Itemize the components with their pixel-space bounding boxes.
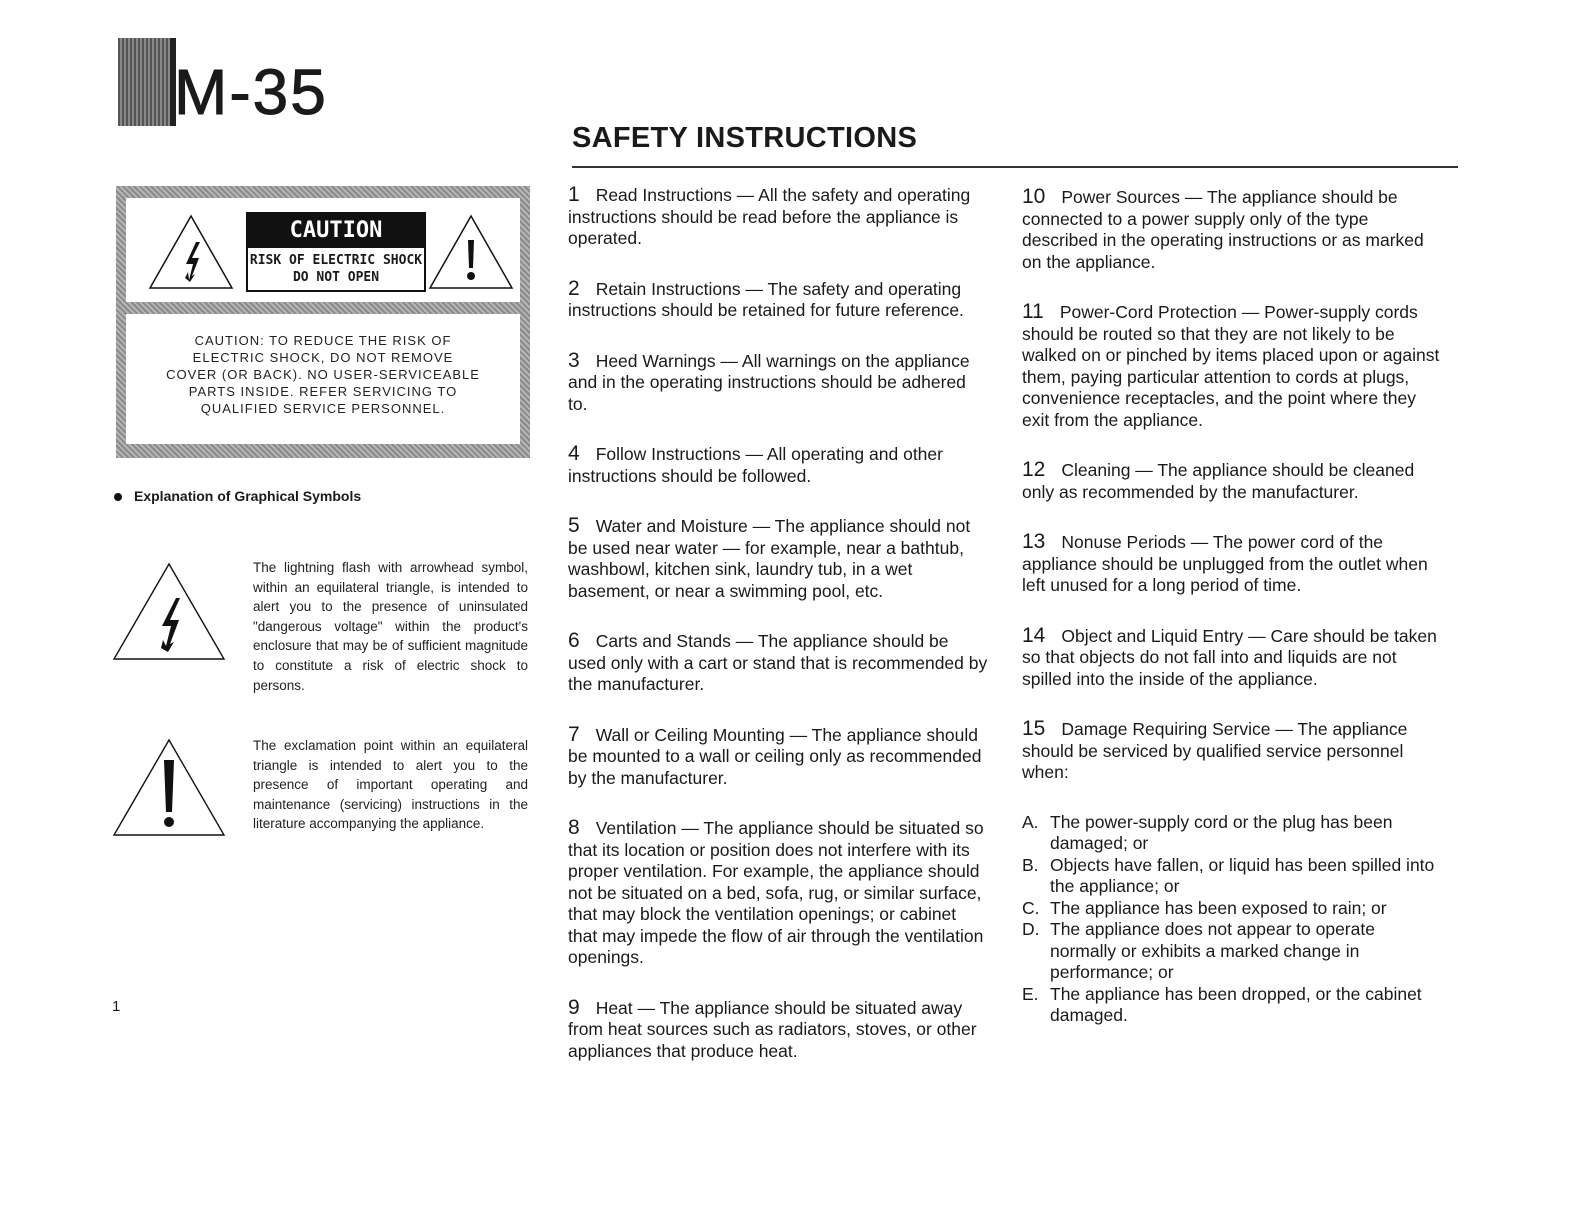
instruction-item: 5 Water and Moisture — The appliance should not be used near water — for example, near a bathtub, washbowl, kitchen sink, laundry tub, in a wet basement, or near a swimming pool, etc. bbox=[568, 514, 971, 601]
instruction-item: 2 Retain Instructions — The safety and operating instructions should be retained for future reference. bbox=[568, 276, 964, 320]
instruction-number: 13 bbox=[1022, 530, 1046, 553]
instruction-title: Nonuse Periods bbox=[1061, 532, 1186, 552]
instruction-title: Power Sources bbox=[1061, 187, 1181, 207]
caution-label bbox=[246, 212, 426, 292]
symbols-heading bbox=[114, 488, 361, 504]
instruction-item: 14 Object and Liquid Entry — Care should be taken so that objects do not fall into and liquids are not spilled into the inside of the appliance. bbox=[1022, 623, 1437, 689]
caution-label-line2: DO NOT OPEN bbox=[292, 270, 380, 285]
exclamation-symbol-description: The exclamation point within an equilateral triangle is intended to alert you to the presence of important operating and maintenance (servicing) instructions in the literature accompanying the appliance. bbox=[253, 738, 528, 832]
instruction-item: 7 Wall or Ceiling Mounting — The appliance should be mounted to a wall or ceiling only as recommended by the manufacturer. bbox=[568, 722, 982, 788]
instruction-text: The power cord of the appliance should be unplugged from the outlet when left unused for a long period of time. bbox=[1022, 532, 1428, 595]
instruction-number: 7 bbox=[568, 722, 580, 746]
caution-label-heading: CAUTION bbox=[248, 214, 424, 248]
logo-bar bbox=[118, 38, 176, 126]
lightning-symbol-description: The lightning flash with arrowhead symbol, within an equilateral triangle, is intended to alert you to the presence of uninsulated "dangerous voltage" within the product's enclosure that may be of sufficient magnitude to constitute a risk of electric shock to persons. bbox=[253, 560, 528, 693]
list-item-text: The appliance has been exposed to rain; or bbox=[1050, 897, 1387, 918]
instruction-number: 11 bbox=[1022, 300, 1044, 323]
list-item-letter: A. bbox=[1022, 811, 1039, 832]
instruction-number: 6 bbox=[568, 629, 580, 652]
instruction-title: Water and Moisture bbox=[595, 516, 748, 536]
list-item bbox=[1022, 898, 1442, 920]
list-item-text: The appliance has been dropped, or the cabinet damaged. bbox=[1050, 983, 1422, 1025]
instruction-item: 3 Heed Warnings — All warnings on the appliance and in the operating instructions should be adhered to. bbox=[568, 348, 970, 414]
instruction-title: Heed Warnings bbox=[595, 350, 716, 371]
caution-text-line: PARTS INSIDE. REFER SERVICING TO bbox=[188, 384, 458, 399]
instruction-text: All operating and other instructions should be followed. bbox=[568, 444, 943, 486]
instruction-number: 15 bbox=[1022, 717, 1046, 740]
symbols-heading-text: Explanation of Graphical Symbols bbox=[134, 488, 362, 504]
instruction-number: 5 bbox=[568, 514, 580, 537]
page-number: 1 bbox=[112, 998, 121, 1015]
caution-label-line1: RISK OF ELECTRIC SHOCK bbox=[249, 253, 423, 268]
instruction-text: The appliance should not be used near water — for example, near a bathtub, washbowl, kitchen sink, laundry tub, in a wet basement, or near a swimming pool, etc. bbox=[568, 516, 971, 601]
lightning-triangle-icon bbox=[146, 212, 236, 292]
instruction-text: The appliance should be mounted to a wall or ceiling only as recommended by the manufacturer. bbox=[568, 724, 982, 788]
instruction-title: Retain Instructions bbox=[595, 278, 741, 299]
instruction-number: 4 bbox=[568, 442, 580, 465]
list-item bbox=[1022, 855, 1442, 898]
instruction-item: 8 Ventilation — The appliance should be situated so that its location or position does not interfere with its proper ventilation. For example, the appliance should not be situated on a bed, sofa, rug, or similar surface, that may block the ventilation openings; or cabinet that may impede the flow of air through the ventilation openings. bbox=[568, 816, 984, 967]
instruction-text: The appliance should be used only with a cart or stand that is recommended by the manufacturer. bbox=[568, 631, 988, 694]
page-title: SAFETY INSTRUCTIONS bbox=[572, 122, 918, 154]
instruction-number: 10 bbox=[1022, 185, 1046, 208]
exclamation-triangle-icon bbox=[112, 738, 226, 843]
instruction-title: Power-Cord Protection bbox=[1059, 302, 1237, 322]
caution-text-line: COVER (OR BACK). NO USER-SERVICEABLE bbox=[166, 367, 480, 382]
model-name: M-35 bbox=[174, 56, 328, 128]
instruction-item: 6 Carts and Stands — The appliance should be used only with a cart or stand that is recommended by the manufacturer. bbox=[568, 629, 988, 694]
instruction-text: The appliance should be serviced by qualified service personnel when: bbox=[1022, 719, 1408, 782]
instruction-number: 2 bbox=[568, 276, 580, 300]
exclamation-triangle-icon bbox=[426, 212, 516, 292]
instruction-title: Object and Liquid Entry bbox=[1061, 625, 1244, 646]
caution-text-line: QUALIFIED SERVICE PERSONNEL. bbox=[200, 401, 446, 416]
instruction-text: The appliance should be cleaned only as recommended by the manufacturer. bbox=[1022, 460, 1415, 502]
instruction-item: 15 Damage Requiring Service — The appliance should be serviced by qualified service personnel when: bbox=[1022, 717, 1408, 782]
instruction-number: 3 bbox=[568, 348, 580, 372]
service-conditions-list bbox=[1022, 812, 1442, 1027]
instructions-column-right bbox=[1022, 184, 1442, 1027]
list-item-letter: D. bbox=[1022, 919, 1040, 939]
list-item-text: The power-supply cord or the plug has been damaged; or bbox=[1050, 811, 1393, 853]
instruction-number: 14 bbox=[1022, 623, 1046, 647]
instruction-text: All warnings on the appliance and in the operating instructions should be adhered to. bbox=[568, 350, 970, 414]
instruction-number: 12 bbox=[1022, 458, 1046, 481]
instruction-text: Power-supply cords should be routed so that they are not likely to be walked on or pinched by items placed upon or against them, paying particular attention to cords at plugs, convenience receptacles, and the point where they exit from the appliance. bbox=[1022, 302, 1440, 430]
instruction-title: Read Instructions bbox=[595, 185, 732, 205]
list-item bbox=[1022, 812, 1442, 855]
instruction-title: Damage Requiring Service bbox=[1061, 719, 1271, 739]
list-item-letter: E. bbox=[1022, 983, 1039, 1004]
instruction-item: 13 Nonuse Periods — The power cord of the appliance should be unplugged from the outlet when left unused for a long period of time. bbox=[1022, 530, 1428, 595]
instruction-title: Wall or Ceiling Mounting bbox=[595, 724, 785, 745]
caution-text-panel bbox=[126, 314, 520, 444]
instruction-text: The appliance should be connected to a power supply only of the type described in the operating instructions or as marked on the appliance. bbox=[1022, 187, 1424, 272]
instruction-title: Carts and Stands bbox=[595, 631, 731, 651]
instruction-text: The appliance should be situated so that its location or position does not interfere with its proper ventilation. For example, the appliance should not be situated on a bed, sofa, rug, or similar surface, that may block the ventilation openings; or cabinet that may impede the flow of air through the ventilation openings. bbox=[568, 818, 984, 967]
list-item-letter: B. bbox=[1022, 854, 1039, 875]
list-item-text: Objects have fallen, or liquid has been spilled into the appliance; or bbox=[1050, 854, 1435, 896]
instructions-column-left bbox=[568, 184, 988, 1083]
instruction-number: 8 bbox=[568, 816, 580, 839]
instruction-title: Ventilation bbox=[595, 818, 677, 838]
instruction-text: Care should be taken so that objects do not fall into and liquids are not spilled into the inside of the appliance. bbox=[1022, 625, 1437, 689]
instruction-number: 1 bbox=[568, 183, 580, 206]
instruction-item: 11 Power-Cord Protection — Power-supply cords should be routed so that they are not likely to be walked on or pinched by items placed upon or against them, paying particular attention to cords at plugs, convenience receptacles, and the point where they exit from the appliance. bbox=[1022, 300, 1440, 430]
instruction-title: Heat bbox=[595, 997, 633, 1018]
caution-text bbox=[126, 332, 520, 417]
instruction-title: Follow Instructions bbox=[595, 444, 741, 464]
list-item bbox=[1022, 919, 1442, 984]
list-item-letter: C. bbox=[1022, 897, 1040, 918]
instruction-item: 12 Cleaning — The appliance should be cleaned only as recommended by the manufacturer. bbox=[1022, 458, 1415, 502]
instruction-item: 10 Power Sources — The appliance should be connected to a power supply only of the type described in the operating instructions or as marked on the appliance. bbox=[1022, 185, 1424, 272]
instruction-item: 9 Heat — The appliance should be situated away from heat sources such as radiators, stoves, or other appliances that produce heat. bbox=[568, 995, 977, 1061]
title-rule bbox=[572, 166, 1458, 168]
instruction-item: 1 Read Instructions — All the safety and operating instructions should be read before the appliance is operated. bbox=[568, 183, 971, 248]
instruction-text: All the safety and operating instructions should be read before the appliance is operated. bbox=[568, 185, 971, 248]
list-item bbox=[1022, 984, 1442, 1027]
caution-label-panel bbox=[126, 198, 520, 302]
instruction-item: 4 Follow Instructions — All operating and other instructions should be followed. bbox=[568, 442, 943, 486]
instruction-title: Cleaning bbox=[1061, 460, 1131, 480]
instruction-number: 9 bbox=[568, 995, 580, 1019]
caution-box bbox=[116, 186, 530, 458]
caution-text-line: ELECTRIC SHOCK, DO NOT REMOVE bbox=[192, 350, 454, 365]
caution-text-line: CAUTION: TO REDUCE THE RISK OF bbox=[194, 333, 452, 348]
bullet-icon bbox=[114, 493, 122, 501]
lightning-triangle-icon bbox=[112, 562, 226, 667]
instruction-text: The appliance should be situated away from heat sources such as radiators, stoves, or other appliances that produce heat. bbox=[568, 997, 977, 1061]
model-logo bbox=[118, 38, 378, 130]
instruction-text: The safety and operating instructions should be retained for future reference. bbox=[568, 278, 964, 320]
list-item-text: The appliance does not appear to operate normally or exhibits a marked change in performance; or bbox=[1050, 919, 1375, 982]
